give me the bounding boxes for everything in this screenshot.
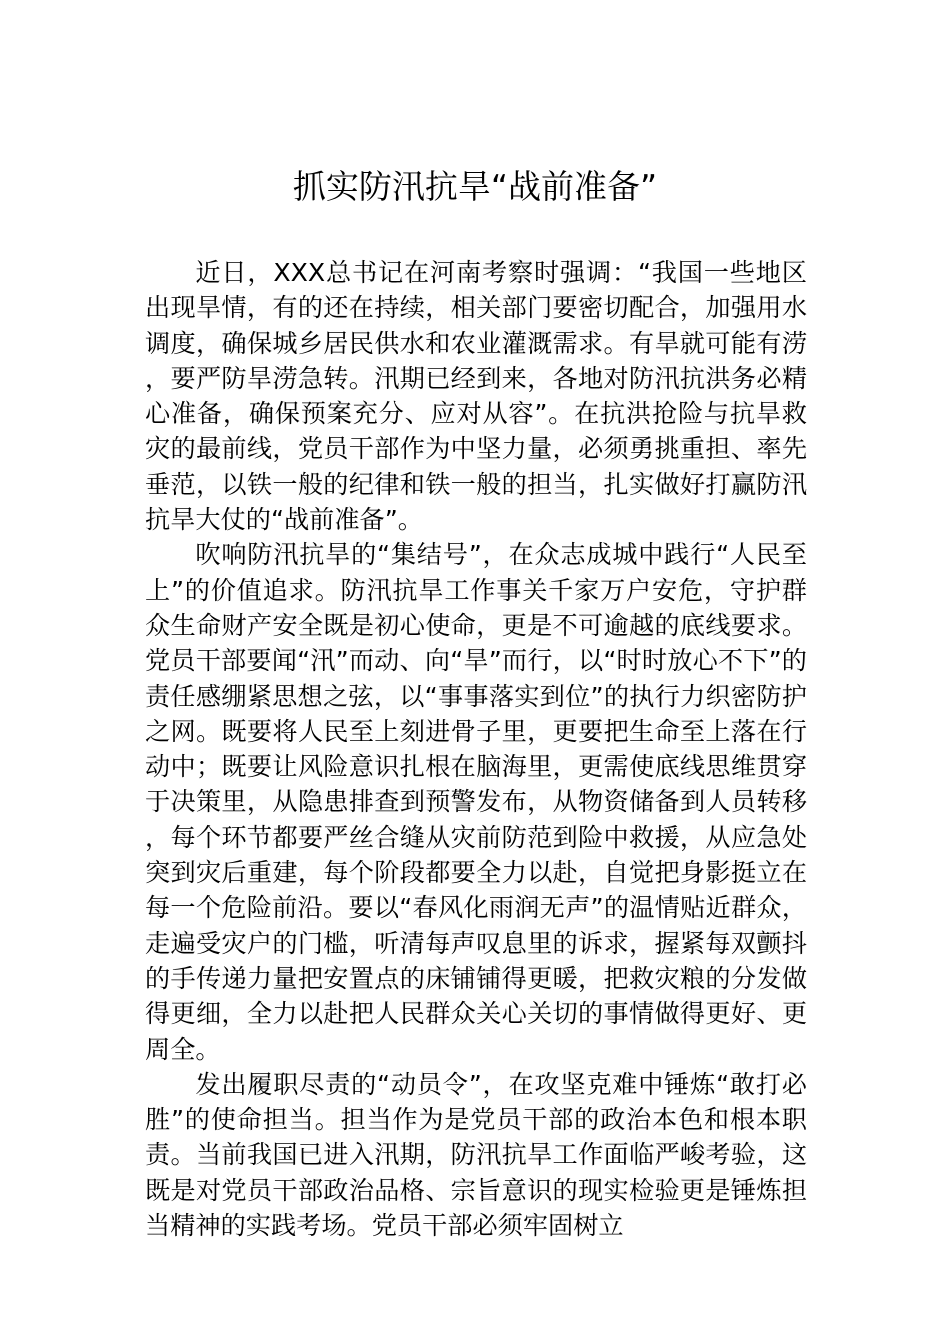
paragraph-1: 近日，XXX总书记在河南考察时强调：“我国一些地区出现旱情，有的还在持续，相关部门要密切配合，加强用水调度，确保城乡居民供水和农业灌溉需求。有旱就可能有涝，要严防旱涝急转。汛期已经到来，各地对防汛抗洪务必精心准备，确保预案充分、应对从容”。在抗洪抢险与抗旱救灾的最前线，党员干部作为中坚力量，必须勇挑重担、率先垂范，以铁一般的纪律和铁一般的担当，扎实做好打赢防汛抗旱大仗的“战前准备”。 [145,258,807,535]
paragraph-3: 发出履职尽责的“动员令”，在攻坚克难中锤炼“敢打必胜”的使命担当。担当作为是党员干部的政治本色和根本职责。当前我国已进入汛期，防汛抗旱工作面临严峻考验，这既是对党员干部政治品格、宗旨意识的现实检验更是锤炼担当精神的实践考场。党员干部必须牢固树立 [145,1069,807,1241]
document-title: 抓实防汛抗旱“战前准备” [292,167,658,206]
document-body [145,255,807,1243]
paragraph-2: 吹响防汛抗旱的“集结号”，在众志成城中践行“人民至上”的价值追求。防汛抗旱工作事关千家万户安危，守护群众生命财产安全既是初心使命，更是不可逾越的底线要求。党员干部要闻“汛”而动、向“旱”而行，以“时时放心不下”的责任感绷紧思想之弦，以“事事落实到位”的执行力织密防护之网。既要将人民至上刻进骨子里，更要把生命至上落在行动中；既要让风险意识扎根在脑海里，更需使底线思维贯穿于决策里，从隐患排查到预警发布，从物资储备到人员转移，每个环节都要严丝合缝从灾前防范到险中救援，从应急处突到灾后重建，每个阶段都要全力以赴，自觉把身影挺立在每一个危险前沿。要以“春风化雨润无声”的温情贴近群众，走遍受灾户的门槛，听清每声叹息里的诉求，握紧每双颤抖的手传递力量把安置点的床铺铺得更暖，把救灾粮的分发做得更细，全力以赴把人民群众关心关切的事情做得更好、更周全。 [145,540,807,1064]
